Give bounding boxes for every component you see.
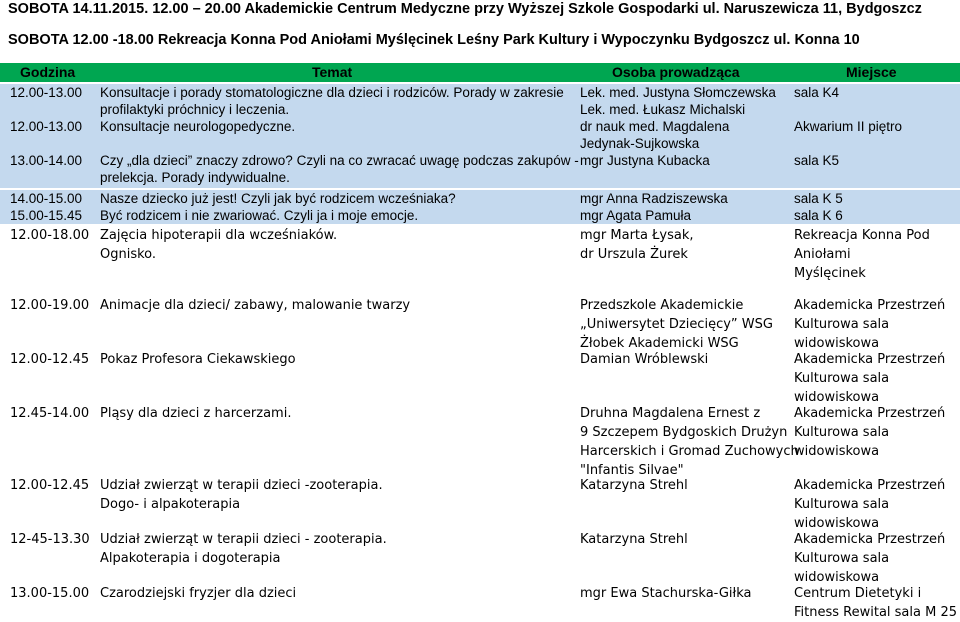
- time-cell: 12.00-18.00: [10, 228, 90, 243]
- table-row: [0, 530, 960, 585]
- person-cell-line: dr nauk med. Magdalena: [580, 119, 730, 134]
- topic-cell-line: Nasze dziecko już jest! Czyli jak być rodzicem wcześniaka?: [100, 191, 456, 206]
- time-cell: 12.00-19.00: [10, 298, 90, 313]
- person-cell-line: Harcerskich i Gromad Zuchowych: [580, 444, 799, 459]
- person-cell: [580, 350, 708, 369]
- place-cell-line: widowiskowa: [794, 390, 880, 405]
- place-cell: [794, 152, 839, 169]
- topic-cell: [100, 584, 296, 603]
- table-row: [0, 476, 960, 531]
- place-cell-line: Akademicka Przestrzeń: [794, 406, 946, 421]
- person-cell: [580, 404, 799, 480]
- place-cell: [794, 118, 902, 135]
- topic-cell-line: Animacje dla dzieci/ zabawy, malowanie twarzy: [100, 298, 411, 313]
- topic-cell-line: Konsultacje i porady stomatologiczne dla dzieci i rodziców. Porady w zakresie: [100, 85, 564, 100]
- place-cell: [794, 207, 843, 224]
- place-cell: [794, 350, 945, 407]
- time-cell: 14.00-15.00: [10, 191, 83, 206]
- topic-cell: [100, 476, 383, 514]
- place-cell-line: widowiskowa: [794, 444, 880, 459]
- place-cell-line: Akademicka Przestrzeń: [794, 478, 946, 493]
- table-row: [0, 404, 960, 478]
- place-cell-line: sala K 5: [794, 191, 843, 206]
- table-header: [0, 63, 960, 82]
- header-line-2: SOBOTA 12.00 -18.00 Rekreacja Konna Pod Aniołami Myślęcinek Leśny Park Kultury i Wypoczynku Bydgoszcz ul. Konna 10: [8, 32, 860, 48]
- topic-cell-line: Pokaz Profesora Ciekawskiego: [100, 352, 296, 367]
- person-cell-line: Jedynak-Sujkowska: [580, 136, 700, 151]
- table-row: [0, 296, 960, 351]
- place-cell-line: Akwarium II piętro: [794, 119, 903, 134]
- place-cell: [794, 190, 843, 207]
- topic-cell-line: Pląsy dla dzieci z harcerzami.: [100, 406, 292, 421]
- person-cell-line: mgr Agata Pamuła: [580, 208, 692, 223]
- time-cell: 13.00-14.00: [10, 153, 83, 168]
- place-cell-line: Myślęcinek: [794, 266, 866, 281]
- person-cell-line: mgr Marta Łysak,: [580, 228, 694, 243]
- person-cell: [580, 584, 751, 603]
- topic-cell: [100, 190, 456, 207]
- place-cell-line: Aniołami: [794, 247, 851, 262]
- person-cell-line: "Infantis Silvae": [580, 463, 684, 478]
- place-cell: [794, 584, 957, 622]
- column-header-place: Miejsce: [846, 64, 897, 80]
- topic-cell: [100, 84, 564, 118]
- topic-cell: [100, 350, 296, 369]
- person-cell: [580, 118, 729, 152]
- table-row: [0, 207, 960, 224]
- topic-cell-line: Udział zwierząt w terapii dzieci -zooterapia.: [100, 478, 383, 493]
- table-row: [0, 226, 960, 294]
- place-cell-line: Kulturowa sala: [794, 497, 890, 512]
- person-cell: [580, 152, 710, 169]
- place-cell-line: Fitness Rewital sala M 25: [794, 605, 957, 620]
- place-cell-line: widowiskowa: [794, 570, 880, 585]
- column-header-topic: Temat: [312, 64, 353, 80]
- place-cell-line: Kulturowa sala: [794, 317, 890, 332]
- column-header-time: Godzina: [20, 64, 76, 80]
- place-cell-line: Centrum Dietetyki i: [794, 586, 922, 601]
- person-cell-line: mgr Anna Radziszewska: [580, 191, 728, 206]
- topic-cell: [100, 152, 579, 186]
- time-cell: 12.45-14.00: [10, 406, 90, 421]
- person-cell-line: dr Urszula Żurek: [580, 247, 688, 262]
- person-cell-line: Katarzyna Strehl: [580, 532, 688, 547]
- person-cell-line: Przedszkole Akademickie: [580, 298, 744, 313]
- person-cell: [580, 296, 773, 353]
- time-cell: 13.00-15.00: [10, 586, 90, 601]
- place-cell-line: widowiskowa: [794, 516, 880, 531]
- place-cell-line: Kulturowa sala: [794, 371, 890, 386]
- person-cell-line: mgr Ewa Stachurska-Giłka: [580, 586, 752, 601]
- topic-cell: [100, 118, 295, 135]
- place-cell: [794, 530, 945, 587]
- place-cell-line: sala K4: [794, 85, 840, 100]
- header-line-1: SOBOTA 14.11.2015. 12.00 – 20.00 Akademickie Centrum Medyczne przy Wyższej Szkole Gospodarki ul. Naruszewicza 11, Bydgoszcz: [8, 1, 922, 17]
- column-header-person: Osoba prowadząca: [612, 64, 740, 80]
- person-cell: [580, 207, 691, 224]
- time-cell: 12-45-13.30: [10, 532, 90, 547]
- person-cell-line: Druhna Magdalena Ernest z: [580, 406, 761, 421]
- table-row: [0, 152, 960, 188]
- person-cell-line: 9 Szczepem Bydgoskich Drużyn: [580, 425, 788, 440]
- place-cell-line: sala K 6: [794, 208, 843, 223]
- person-cell: [580, 530, 688, 549]
- topic-cell: [100, 226, 337, 264]
- place-cell-line: Akademicka Przestrzeń: [794, 532, 946, 547]
- place-cell: [794, 404, 945, 461]
- place-cell-line: Rekreacja Konna Pod: [794, 228, 930, 243]
- topic-cell-line: Alpakoterapia i dogoterapia: [100, 551, 281, 566]
- person-cell-line: Lek. med. Łukasz Michalski: [580, 102, 746, 117]
- place-cell-line: Kulturowa sala: [794, 425, 890, 440]
- place-cell-line: Akademicka Przestrzeń: [794, 352, 946, 367]
- time-cell: 15.00-15.45: [10, 208, 83, 223]
- time-cell: 12.00-13.00: [10, 119, 83, 134]
- topic-cell: [100, 404, 291, 423]
- place-cell-line: Kulturowa sala: [794, 551, 890, 566]
- person-cell: [580, 476, 688, 495]
- topic-cell-line: Być rodzicem i nie zwariować. Czyli ja i moje emocje.: [100, 208, 419, 223]
- person-cell-line: „Uniwersytet Dziecięcy” WSG: [580, 317, 773, 332]
- table-row: [0, 190, 960, 207]
- topic-cell-line: Czarodziejski fryzjer dla dzieci: [100, 586, 297, 601]
- place-cell: [794, 296, 945, 353]
- person-cell-line: Lek. med. Justyna Słomczewska: [580, 85, 776, 100]
- table-row: [0, 350, 960, 405]
- place-cell-line: Akademicka Przestrzeń: [794, 298, 946, 313]
- place-cell-line: sala K5: [794, 153, 840, 168]
- person-cell: [580, 84, 776, 118]
- topic-cell: [100, 207, 418, 224]
- table-row: [0, 84, 960, 118]
- time-cell: 12.00-12.45: [10, 352, 90, 367]
- topic-cell: [100, 296, 410, 315]
- topic-cell: [100, 530, 387, 568]
- time-cell: 12.00-13.00: [10, 85, 83, 100]
- topic-cell-line: Czy „dla dzieci” znaczy zdrowo? Czyli na co zwracać uwagę podczas zakupów -: [100, 153, 579, 168]
- person-cell-line: Damian Wróblewski: [580, 352, 709, 367]
- topic-cell-line: Ognisko.: [100, 247, 157, 262]
- person-cell-line: Żłobek Akademicki WSG: [580, 336, 739, 351]
- topic-cell-line: Konsultacje neurologopedyczne.: [100, 119, 296, 134]
- place-cell: [794, 84, 839, 101]
- person-cell-line: mgr Justyna Kubacka: [580, 153, 710, 168]
- table-row: [0, 118, 960, 152]
- person-cell-line: Katarzyna Strehl: [580, 478, 688, 493]
- person-cell: [580, 226, 694, 264]
- place-cell: [794, 476, 945, 533]
- place-cell: [794, 226, 930, 283]
- topic-cell-line: Dogo- i alpakoterapia: [100, 497, 241, 512]
- time-cell: 12.00-12.45: [10, 478, 90, 493]
- place-cell-line: widowiskowa: [794, 336, 880, 351]
- topic-cell-line: profilaktyki próchnicy i leczenia.: [100, 102, 290, 117]
- topic-cell-line: Udział zwierząt w terapii dzieci - zooterapia.: [100, 532, 387, 547]
- topic-cell-line: prelekcja. Porady indywidualne.: [100, 170, 290, 185]
- table-row: [0, 584, 960, 619]
- topic-cell-line: Zajęcia hipoterapii dla wcześniaków.: [100, 228, 338, 243]
- person-cell: [580, 190, 728, 207]
